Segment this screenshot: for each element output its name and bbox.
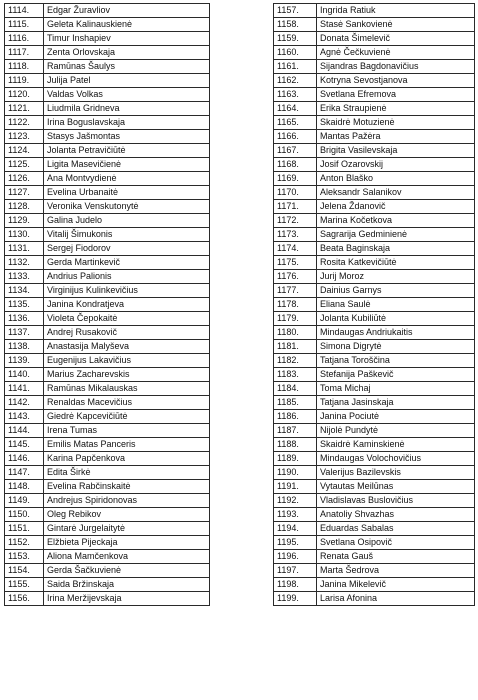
row-number: 1179. bbox=[274, 312, 317, 326]
person-name: Skaidrė Kaminskienė bbox=[317, 438, 475, 452]
table-row bbox=[274, 186, 475, 200]
table-row bbox=[5, 508, 210, 522]
row-number: 1140. bbox=[5, 368, 44, 382]
row-number: 1139. bbox=[5, 354, 44, 368]
row-number: 1127. bbox=[5, 186, 44, 200]
table-row bbox=[5, 60, 210, 74]
row-number: 1146. bbox=[5, 452, 44, 466]
row-number: 1123. bbox=[5, 130, 44, 144]
table-row bbox=[5, 256, 210, 270]
table-row bbox=[274, 298, 475, 312]
table-row bbox=[274, 340, 475, 354]
row-number: 1181. bbox=[274, 340, 317, 354]
row-number: 1148. bbox=[5, 480, 44, 494]
person-name: Anastasija Malyševa bbox=[44, 340, 210, 354]
table-row bbox=[274, 172, 475, 186]
person-name: Irina Boguslavskaja bbox=[44, 116, 210, 130]
person-name: Galina Judelo bbox=[44, 214, 210, 228]
person-name: Ana Montvydienė bbox=[44, 172, 210, 186]
table-row bbox=[5, 438, 210, 452]
person-name: Sagrarija Gedminienė bbox=[317, 228, 475, 242]
row-number: 1138. bbox=[5, 340, 44, 354]
table-row bbox=[274, 536, 475, 550]
table-row bbox=[5, 326, 210, 340]
name-list-left bbox=[4, 3, 210, 606]
table-row bbox=[274, 144, 475, 158]
table-row bbox=[5, 172, 210, 186]
person-name: Irena Tumas bbox=[44, 424, 210, 438]
row-number: 1149. bbox=[5, 494, 44, 508]
person-name: Karina Papčenkova bbox=[44, 452, 210, 466]
row-number: 1114. bbox=[5, 4, 44, 18]
name-list-right-body bbox=[274, 4, 475, 606]
person-name: Brigita Vasilevskaja bbox=[317, 144, 475, 158]
table-row bbox=[5, 186, 210, 200]
row-number: 1158. bbox=[274, 18, 317, 32]
table-row bbox=[5, 312, 210, 326]
row-number: 1169. bbox=[274, 172, 317, 186]
person-name: Andrej Rusakovič bbox=[44, 326, 210, 340]
name-list-right bbox=[273, 3, 475, 606]
row-number: 1117. bbox=[5, 46, 44, 60]
person-name: Larisa Afonina bbox=[317, 592, 475, 606]
row-number: 1155. bbox=[5, 578, 44, 592]
table-row bbox=[5, 550, 210, 564]
table-row bbox=[274, 116, 475, 130]
person-name: Emilis Matas Panceris bbox=[44, 438, 210, 452]
person-name: Marta Šedrova bbox=[317, 564, 475, 578]
table-row bbox=[274, 242, 475, 256]
row-number: 1131. bbox=[5, 242, 44, 256]
person-name: Jolanta Kubiliūtė bbox=[317, 312, 475, 326]
table-row bbox=[5, 200, 210, 214]
person-name: Erika Straupienė bbox=[317, 102, 475, 116]
row-number: 1115. bbox=[5, 18, 44, 32]
row-number: 1144. bbox=[5, 424, 44, 438]
table-row bbox=[5, 340, 210, 354]
row-number: 1159. bbox=[274, 32, 317, 46]
table-row bbox=[274, 130, 475, 144]
table-row bbox=[5, 46, 210, 60]
table-row bbox=[274, 312, 475, 326]
person-name: Gintarė Jurgelaitytė bbox=[44, 522, 210, 536]
row-number: 1150. bbox=[5, 508, 44, 522]
row-number: 1126. bbox=[5, 172, 44, 186]
table-row bbox=[5, 228, 210, 242]
person-name: Saida Bržinskaja bbox=[44, 578, 210, 592]
row-number: 1153. bbox=[5, 550, 44, 564]
row-number: 1173. bbox=[274, 228, 317, 242]
row-number: 1152. bbox=[5, 536, 44, 550]
row-number: 1145. bbox=[5, 438, 44, 452]
row-number: 1164. bbox=[274, 102, 317, 116]
table-row bbox=[5, 32, 210, 46]
person-name: Anton Blaško bbox=[317, 172, 475, 186]
row-number: 1175. bbox=[274, 256, 317, 270]
table-row bbox=[5, 396, 210, 410]
row-number: 1122. bbox=[5, 116, 44, 130]
table-row bbox=[274, 480, 475, 494]
table-row bbox=[274, 438, 475, 452]
table-row bbox=[274, 382, 475, 396]
table-row bbox=[5, 564, 210, 578]
person-name: Gerda Šačkuvienė bbox=[44, 564, 210, 578]
person-name: Donata Šimelevič bbox=[317, 32, 475, 46]
table-row bbox=[274, 4, 475, 18]
row-number: 1183. bbox=[274, 368, 317, 382]
person-name: Anatoliy Shvazhas bbox=[317, 508, 475, 522]
table-row bbox=[274, 284, 475, 298]
table-row bbox=[5, 130, 210, 144]
person-name: Edita Širkė bbox=[44, 466, 210, 480]
row-number: 1190. bbox=[274, 466, 317, 480]
person-name: Giedrė Kapcevičiūtė bbox=[44, 410, 210, 424]
table-row bbox=[274, 74, 475, 88]
table-row bbox=[5, 18, 210, 32]
row-number: 1182. bbox=[274, 354, 317, 368]
person-name: Toma Michaj bbox=[317, 382, 475, 396]
person-name: Jurij Moroz bbox=[317, 270, 475, 284]
person-name: Gerda Martinkevič bbox=[44, 256, 210, 270]
person-name: Veronika Venskutonytė bbox=[44, 200, 210, 214]
row-number: 1134. bbox=[5, 284, 44, 298]
table-row bbox=[5, 592, 210, 606]
person-name: Virginijus Kulinkevičius bbox=[44, 284, 210, 298]
person-name: Svetlana Osipovič bbox=[317, 536, 475, 550]
person-name: Janina Kondratjeva bbox=[44, 298, 210, 312]
table-row bbox=[274, 200, 475, 214]
person-name: Janina Mikelevič bbox=[317, 578, 475, 592]
row-number: 1161. bbox=[274, 60, 317, 74]
row-number: 1180. bbox=[274, 326, 317, 340]
person-name: Kotryna Sevostjanova bbox=[317, 74, 475, 88]
row-number: 1185. bbox=[274, 396, 317, 410]
person-name: Irina Meržijevskaja bbox=[44, 592, 210, 606]
table-row bbox=[274, 228, 475, 242]
person-name: Aliona Mamčenkova bbox=[44, 550, 210, 564]
table-row bbox=[274, 158, 475, 172]
person-name: Jelena Ždanovič bbox=[317, 200, 475, 214]
person-name: Tatjana Jasinskaja bbox=[317, 396, 475, 410]
row-number: 1191. bbox=[274, 480, 317, 494]
person-name: Ramūnas Mikalauskas bbox=[44, 382, 210, 396]
table-row bbox=[5, 354, 210, 368]
person-name: Timur Inshapiev bbox=[44, 32, 210, 46]
table-row bbox=[274, 18, 475, 32]
row-number: 1136. bbox=[5, 312, 44, 326]
person-name: Marina Kočetkova bbox=[317, 214, 475, 228]
table-row bbox=[5, 536, 210, 550]
table-row bbox=[274, 410, 475, 424]
person-name: Evelina Urbanaitė bbox=[44, 186, 210, 200]
person-name: Mantas Pažėra bbox=[317, 130, 475, 144]
person-name: Ramūnas Šaulys bbox=[44, 60, 210, 74]
person-name: Dainius Garnys bbox=[317, 284, 475, 298]
row-number: 1186. bbox=[274, 410, 317, 424]
person-name: Sijandras Bagdonavičius bbox=[317, 60, 475, 74]
person-name: Elžbieta Pijeckaja bbox=[44, 536, 210, 550]
person-name: Vytautas Meilūnas bbox=[317, 480, 475, 494]
table-row bbox=[5, 214, 210, 228]
row-number: 1193. bbox=[274, 508, 317, 522]
row-number: 1135. bbox=[5, 298, 44, 312]
person-name: Stefanija Paškevič bbox=[317, 368, 475, 382]
row-number: 1184. bbox=[274, 382, 317, 396]
row-number: 1171. bbox=[274, 200, 317, 214]
person-name: Svetlana Efremova bbox=[317, 88, 475, 102]
table-row bbox=[5, 466, 210, 480]
row-number: 1166. bbox=[274, 130, 317, 144]
table-row bbox=[274, 466, 475, 480]
row-number: 1119. bbox=[5, 74, 44, 88]
table-row bbox=[5, 410, 210, 424]
table-row bbox=[5, 522, 210, 536]
table-row bbox=[5, 242, 210, 256]
row-number: 1162. bbox=[274, 74, 317, 88]
row-number: 1163. bbox=[274, 88, 317, 102]
person-name: Vitalij Šimukonis bbox=[44, 228, 210, 242]
row-number: 1189. bbox=[274, 452, 317, 466]
person-name: Skaidrė Motuzienė bbox=[317, 116, 475, 130]
table-row bbox=[5, 452, 210, 466]
person-name: Beata Baginskaja bbox=[317, 242, 475, 256]
person-name: Stasė Sankovienė bbox=[317, 18, 475, 32]
person-name: Ingrida Ratiuk bbox=[317, 4, 475, 18]
row-number: 1160. bbox=[274, 46, 317, 60]
person-name: Oleg Rebikov bbox=[44, 508, 210, 522]
row-number: 1124. bbox=[5, 144, 44, 158]
row-number: 1174. bbox=[274, 242, 317, 256]
row-number: 1116. bbox=[5, 32, 44, 46]
table-row bbox=[274, 424, 475, 438]
row-number: 1187. bbox=[274, 424, 317, 438]
row-number: 1154. bbox=[5, 564, 44, 578]
row-number: 1133. bbox=[5, 270, 44, 284]
row-number: 1196. bbox=[274, 550, 317, 564]
table-row bbox=[274, 578, 475, 592]
table-row bbox=[274, 508, 475, 522]
person-name: Aleksandr Salanikov bbox=[317, 186, 475, 200]
table-row bbox=[5, 144, 210, 158]
row-number: 1132. bbox=[5, 256, 44, 270]
table-row bbox=[5, 4, 210, 18]
table-row bbox=[274, 396, 475, 410]
row-number: 1168. bbox=[274, 158, 317, 172]
table-row bbox=[274, 564, 475, 578]
table-row bbox=[274, 354, 475, 368]
person-name: Janina Pociutė bbox=[317, 410, 475, 424]
row-number: 1176. bbox=[274, 270, 317, 284]
row-number: 1177. bbox=[274, 284, 317, 298]
row-number: 1194. bbox=[274, 522, 317, 536]
row-number: 1142. bbox=[5, 396, 44, 410]
table-row bbox=[274, 326, 475, 340]
row-number: 1156. bbox=[5, 592, 44, 606]
table-row bbox=[274, 452, 475, 466]
person-name: Mindaugas Volochovičius bbox=[317, 452, 475, 466]
person-name: Josif Ozarovskij bbox=[317, 158, 475, 172]
row-number: 1129. bbox=[5, 214, 44, 228]
table-row bbox=[274, 256, 475, 270]
person-name: Violeta Čepokaitė bbox=[44, 312, 210, 326]
row-number: 1192. bbox=[274, 494, 317, 508]
person-name: Tatjana Toroščina bbox=[317, 354, 475, 368]
row-number: 1170. bbox=[274, 186, 317, 200]
person-name: Julija Patel bbox=[44, 74, 210, 88]
person-name: Renaldas Macevičius bbox=[44, 396, 210, 410]
table-row bbox=[5, 494, 210, 508]
table-row bbox=[274, 46, 475, 60]
row-number: 1198. bbox=[274, 578, 317, 592]
person-name: Eduardas Sabalas bbox=[317, 522, 475, 536]
row-number: 1137. bbox=[5, 326, 44, 340]
person-name: Jolanta Petravičiūtė bbox=[44, 144, 210, 158]
row-number: 1165. bbox=[274, 116, 317, 130]
table-row bbox=[5, 578, 210, 592]
table-row bbox=[5, 298, 210, 312]
table-row bbox=[5, 382, 210, 396]
row-number: 1167. bbox=[274, 144, 317, 158]
person-name: Eugenijus Lakavičius bbox=[44, 354, 210, 368]
table-row bbox=[5, 88, 210, 102]
table-row bbox=[274, 60, 475, 74]
person-name: Andrejus Spiridonovas bbox=[44, 494, 210, 508]
person-name: Valerijus Bazilevskis bbox=[317, 466, 475, 480]
table-row bbox=[274, 494, 475, 508]
person-name: Ligita Masevičienė bbox=[44, 158, 210, 172]
person-name: Renata Gauš bbox=[317, 550, 475, 564]
person-name: Andrius Palionis bbox=[44, 270, 210, 284]
row-number: 1130. bbox=[5, 228, 44, 242]
table-row bbox=[274, 270, 475, 284]
table-row bbox=[274, 102, 475, 116]
row-number: 1128. bbox=[5, 200, 44, 214]
table-row bbox=[274, 522, 475, 536]
name-list-left-body bbox=[5, 4, 210, 606]
row-number: 1199. bbox=[274, 592, 317, 606]
person-name: Evelina Rabčinskaitė bbox=[44, 480, 210, 494]
table-row bbox=[5, 368, 210, 382]
person-name: Sergej Fiodorov bbox=[44, 242, 210, 256]
table-row bbox=[5, 158, 210, 172]
table-row bbox=[5, 284, 210, 298]
row-number: 1118. bbox=[5, 60, 44, 74]
person-name: Liudmila Gridneva bbox=[44, 102, 210, 116]
person-name: Valdas Volkas bbox=[44, 88, 210, 102]
row-number: 1157. bbox=[274, 4, 317, 18]
row-number: 1120. bbox=[5, 88, 44, 102]
person-name: Marius Zacharevskis bbox=[44, 368, 210, 382]
row-number: 1197. bbox=[274, 564, 317, 578]
person-name: Agnė Čečkuvienė bbox=[317, 46, 475, 60]
person-name: Stasys Jašmontas bbox=[44, 130, 210, 144]
person-name: Eliana Saulė bbox=[317, 298, 475, 312]
row-number: 1147. bbox=[5, 466, 44, 480]
row-number: 1195. bbox=[274, 536, 317, 550]
row-number: 1178. bbox=[274, 298, 317, 312]
table-row bbox=[5, 102, 210, 116]
table-row bbox=[274, 88, 475, 102]
person-name: Vladislavas Buslovičius bbox=[317, 494, 475, 508]
table-row bbox=[274, 368, 475, 382]
row-number: 1172. bbox=[274, 214, 317, 228]
table-row bbox=[274, 550, 475, 564]
row-number: 1121. bbox=[5, 102, 44, 116]
table-row bbox=[5, 270, 210, 284]
row-number: 1141. bbox=[5, 382, 44, 396]
table-row bbox=[5, 116, 210, 130]
table-row bbox=[274, 592, 475, 606]
row-number: 1151. bbox=[5, 522, 44, 536]
person-name: Edgar Žuravliov bbox=[44, 4, 210, 18]
row-number: 1143. bbox=[5, 410, 44, 424]
table-row bbox=[274, 214, 475, 228]
table-row bbox=[5, 480, 210, 494]
row-number: 1125. bbox=[5, 158, 44, 172]
person-name: Rosita Katkevičiūtė bbox=[317, 256, 475, 270]
row-number: 1188. bbox=[274, 438, 317, 452]
person-name: Zenta Orlovskaja bbox=[44, 46, 210, 60]
person-name: Nijolė Pundytė bbox=[317, 424, 475, 438]
person-name: Simona Digrytė bbox=[317, 340, 475, 354]
person-name: Geleta Kalinauskienė bbox=[44, 18, 210, 32]
table-row bbox=[274, 32, 475, 46]
person-name: Mindaugas Andriukaitis bbox=[317, 326, 475, 340]
table-row bbox=[5, 74, 210, 88]
table-row bbox=[5, 424, 210, 438]
